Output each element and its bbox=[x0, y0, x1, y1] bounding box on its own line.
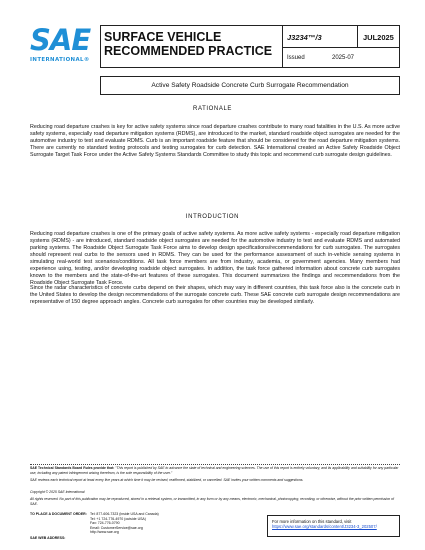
document-header bbox=[100, 25, 400, 68]
footer-rule bbox=[30, 464, 400, 465]
contact-row[interactable]: Email: CustomerService@sae.org bbox=[90, 525, 143, 530]
standard-link[interactable]: https://www.sae.org/standards/content/J3234-3_202507/ bbox=[272, 524, 377, 530]
issued-date: 2025-07 bbox=[332, 55, 355, 61]
document-date: JUL2025 bbox=[363, 33, 394, 42]
web-address-label: SAE WEB ADDRESS: bbox=[30, 536, 66, 540]
contact-row[interactable]: http://www.sae.org bbox=[90, 530, 119, 534]
contact-row: Fax: 724-776-0790 bbox=[90, 521, 120, 525]
document-type-title bbox=[104, 30, 282, 58]
logo-wordmark: SAE bbox=[30, 23, 91, 57]
contact-row: Tel: +1 724-776-4970 (outside USA) bbox=[90, 516, 146, 521]
footer-copyright: Copyright © 2025 SAE International bbox=[30, 490, 85, 494]
sae-logo bbox=[30, 25, 92, 65]
more-info-box bbox=[267, 515, 400, 537]
contact-row: Tel: 877-606-7323 (inside USA and Canada) bbox=[90, 512, 159, 516]
introduction-paragraph-1: Reducing road departure crashes is one of the primary goals of active safety systems. As more active safety systems - especially road departure mitigation systems (RDMS) - are introduced, standard roadside object surrogates are needed for the automotive industry to test and evaluate RDMS and automated parking systems. The Roadside Object Surrogate Task Force aims to develop design specifications/recommendations for curb surrogates. The surrogates should represent real curbs to the sensors used in RDMS. They can be used for the performance assessment of such in-vehicle sensing systems in simulating real-world test scenarios/conditions. All task force members are from industry, academia, or government agencies. Many members had experience using, testing, and/or developing roadside object surrogates. In addition, the task force gathered information about concrete curb surrogates known to the members and the state-of-the-art features of these surrogates. This document summarizes the findings and recommendations from the Roadside Object Surrogate Task Force. bbox=[30, 231, 400, 287]
header-divider bbox=[282, 47, 399, 48]
footer-rules-text bbox=[30, 466, 400, 475]
title-line-2: RECOMMENDED PRACTICE bbox=[104, 44, 273, 58]
document-subtitle: Active Safety Roadside Concrete Curb Surrogate Recommendation bbox=[100, 76, 400, 95]
rationale-heading: RATIONALE bbox=[193, 106, 232, 112]
document-number: J3234™/3 bbox=[287, 33, 322, 42]
footer-rights-text: All rights reserved. No part of this publication may be reproduced, stored in a retrieval system, or transmitted, in any form or by any means, electronic, mechanical, photocopying, recording, or otherwise, without the prior written permission of SAE. bbox=[30, 497, 394, 506]
order-details bbox=[90, 512, 220, 535]
footer-review-text: SAE reviews each technical report at least every five years at which time it may be revised, reaffirmed, stabilized, or cancelled. SAE invites your written comments and suggestions. bbox=[30, 478, 304, 482]
order-label: TO PLACE A DOCUMENT ORDER: bbox=[30, 512, 87, 516]
footer-rules-lead: SAE Technical Standards Board Rules provide that: bbox=[30, 466, 115, 470]
footer-rules-body: "This report is published by SAE to advance the state of technical and engineering sciences. The use of this report is entirely voluntary, and its applicability and suitability for any particular use, including any patent infringement arising therefrom, is the sole responsibility of the user." bbox=[30, 466, 399, 475]
logo-subtitle: INTERNATIONAL® bbox=[30, 57, 90, 63]
issued-label: Issued bbox=[287, 55, 305, 61]
more-info-text: For more information on this standard, visit bbox=[272, 519, 352, 524]
introduction-paragraph-2: Since the radar characteristics of concrete curbs depend on their shapes, which may vary in different countries, this task force also is the concrete curb in the United States to develop the design recommendations of the surrogate concrete curb. These SAE concrete curb surrogate design recommendations are representative of 150 degree approach angles. Concrete curb surrogates for other countries may be developed similarly. bbox=[30, 285, 400, 306]
rationale-paragraph: Reducing road departure crashes is key for active safety systems since road departure crashes contribute to many road fatalities in the U.S. As more active safety systems, especially road departure mitigation systems (RDMS), are introduced to the market, standard roadside object surrogates are needed for the automotive industry to test and evaluate RDMS. Curb is an important roadside feature that should be considered for the road departure mitigation systems. There are currently no standard testing protocols and testing surrogates for curb detection. SAE International created an Active Safety Roadside Object Surrogate Target Task Force under the Active Safety Systems Standards Committee to study this topic and recommend curb surrogate design guidelines. bbox=[30, 124, 400, 159]
title-line-1: SURFACE VEHICLE bbox=[104, 30, 222, 44]
introduction-heading: INTRODUCTION bbox=[185, 214, 240, 220]
header-divider bbox=[357, 26, 358, 47]
